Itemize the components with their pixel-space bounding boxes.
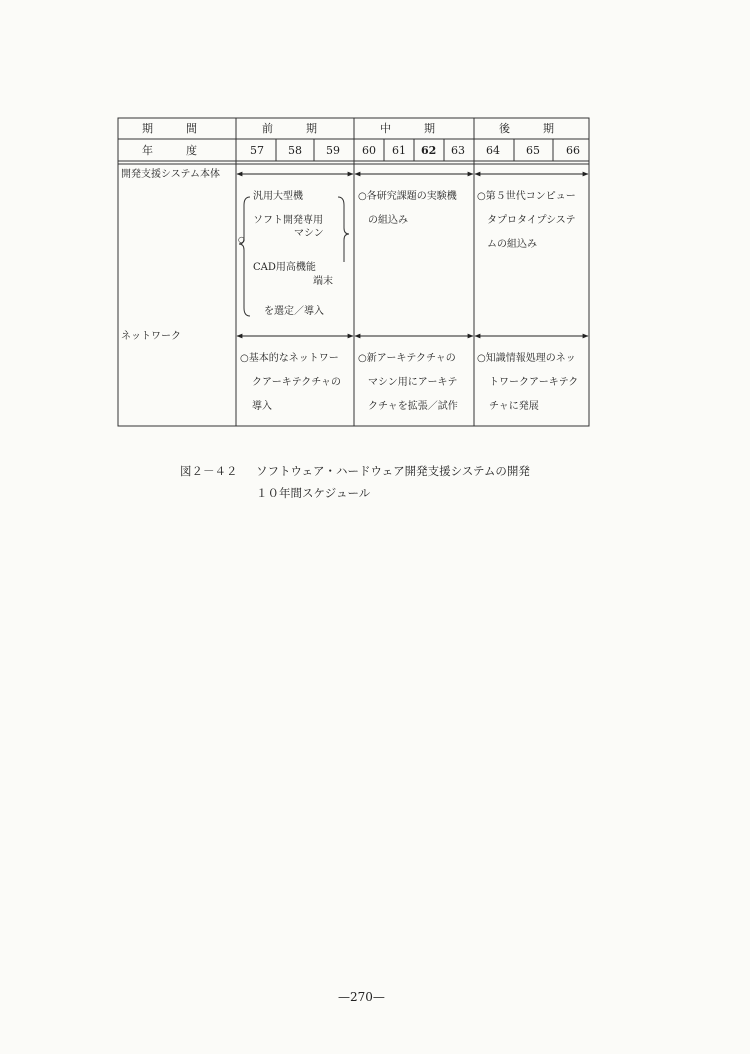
year-58: 58	[288, 144, 302, 157]
year-59: 59	[326, 144, 340, 157]
year-66: 66	[566, 144, 580, 157]
early-system-item2: ソフト開発専用	[253, 215, 323, 226]
early-network-line1: ○基本的なネットワー	[240, 353, 339, 364]
year-62: 62	[421, 144, 437, 157]
figure-number: 図２－４２	[180, 464, 238, 478]
early-system-item3: CAD用高機能	[253, 262, 316, 273]
late-system-line3: ムの組込み	[487, 239, 537, 250]
late-network-line2: トワークアーキテク	[489, 377, 579, 388]
late-network-line1: ○知識情報処理のネッ	[477, 353, 576, 364]
early-network-line3: 導入	[252, 401, 272, 412]
year-65: 65	[526, 144, 540, 157]
year-61: 61	[392, 144, 406, 157]
mid-system-line1: ○各研究課題の実験機	[358, 191, 457, 202]
year-60: 60	[362, 144, 376, 157]
phase-late: 後 期	[499, 122, 554, 135]
early-system-bullet: ○	[238, 235, 245, 244]
early-system-item1: 汎用大型機	[253, 191, 303, 202]
early-network-line2: クアーキテクチャの	[252, 377, 341, 388]
early-system-item2-cont: マシン	[294, 228, 324, 239]
early-system-selection: を選定／導入	[264, 306, 324, 317]
phase-early: 前 期	[262, 122, 317, 135]
period-header: 期 間	[142, 122, 197, 135]
year-63: 63	[451, 144, 465, 157]
mid-system-line2: の組込み	[368, 215, 408, 226]
page-number: —270—	[338, 990, 385, 1004]
row-label-network: ネットワーク	[121, 331, 181, 342]
year-57: 57	[250, 144, 264, 157]
late-system-line1: ○第５世代コンピュー	[477, 191, 576, 202]
figure-caption-line1: ソフトウェア・ハードウェア開発支援システムの開発	[256, 464, 530, 478]
year-header: 年 度	[142, 144, 197, 157]
mid-network-line3: クチャを拡張／試作	[368, 401, 458, 412]
mid-network-line2: マシン用にアーキテ	[368, 377, 458, 388]
mid-network-line1: ○新アーキテクチャの	[358, 353, 456, 364]
phase-mid: 中 期	[380, 122, 435, 135]
early-system-item3-cont: 端末	[313, 276, 333, 287]
late-system-line2: タプロタイプシステ	[487, 215, 576, 226]
year-64: 64	[486, 144, 500, 157]
row-label-system: 開発支援システム本体	[121, 169, 220, 180]
late-network-line3: チャに発展	[489, 401, 539, 412]
figure-caption-line2: １０年間スケジュール	[256, 486, 371, 500]
